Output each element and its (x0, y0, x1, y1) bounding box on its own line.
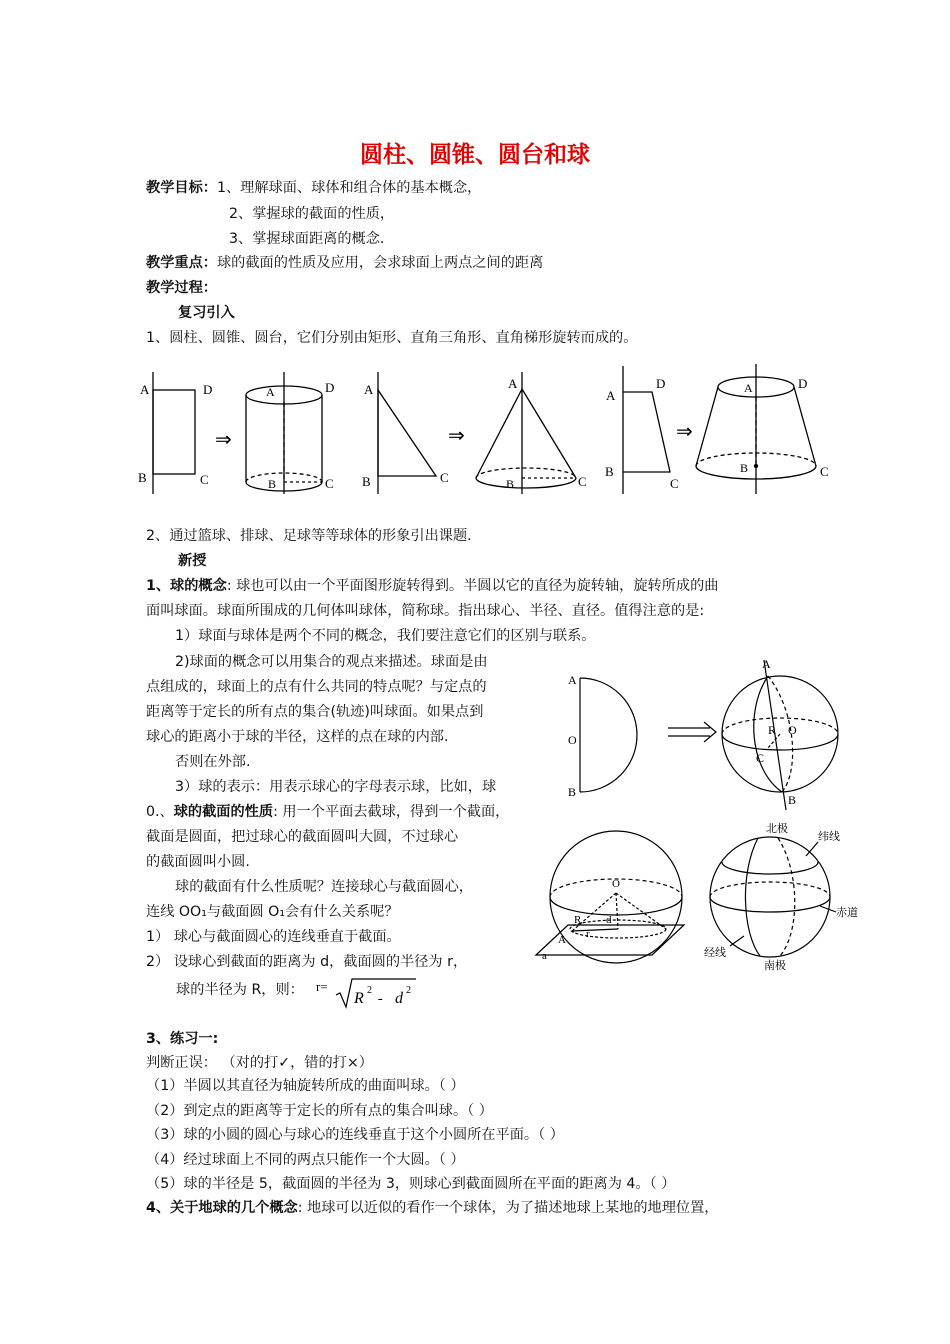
question-text: 球的截面有什么性质呢？连接球心与截面圆心， (175, 879, 473, 895)
property-3: 球的半径为 R，则： (176, 982, 304, 998)
property-1: 1） 球心与截面圆心的连线垂直于截面。 (146, 929, 401, 945)
label-D: D (203, 382, 213, 397)
double-arrow-icon (668, 722, 716, 742)
label-A: A (606, 388, 616, 403)
section-prefix: 0.、 (146, 804, 174, 820)
formula-exp: 2 (367, 985, 372, 996)
label-R: R (574, 914, 582, 926)
review-heading: 复习引入 (178, 305, 235, 321)
label-r: r (586, 928, 590, 940)
formula-exp: 2 (406, 985, 411, 996)
question-text: 连线 OO₁与截面圆 O₁会有什么关系呢？ (146, 904, 399, 920)
exercise-item: （3）球的小圆的圆心与球心的连线垂直于这个小圆所在平面。（ ） (146, 1127, 564, 1143)
cylinder-figure (246, 372, 334, 494)
label-C: C (820, 464, 829, 479)
south-pole-label: 南极 (764, 960, 786, 972)
label-B: B (740, 461, 749, 475)
arrow-icon: ⇒ (676, 421, 693, 443)
key-text: 球的截面的性质及应用，会求球面上两点之间的距离 (216, 255, 544, 271)
label-O: O (568, 733, 577, 747)
formula-d: d (395, 990, 403, 1007)
new-lesson-heading: 新授 (178, 553, 207, 569)
label-B: B (362, 474, 371, 489)
section-text: 的截面圆叫小圆. (146, 854, 250, 870)
label-C: C (578, 474, 587, 489)
label-A: A (762, 657, 771, 671)
goal-item: 1、理解球面、球体和组合体的基本概念， (216, 180, 482, 196)
review-paragraph: 1、圆柱、圆锥、圆台，它们分别由矩形、直角三角形、直角梯形旋转而成的。 (146, 330, 638, 346)
note-3: 3）球的表示：用表示球心的字母表示球，比如，球 (175, 779, 497, 795)
rotation-figures (130, 362, 850, 502)
exercise-item: （4）经过球面上不同的两点只能作一个大圆。（ ） (146, 1152, 465, 1168)
concept-text: 面叫球面。球面所围成的几何体叫球体，简称球。指出球心、半径、直径。值得注意的是: (146, 603, 705, 619)
goals-label: 教学目标： (146, 180, 217, 196)
concept-line (146, 576, 718, 596)
north-pole-label: 北极 (766, 823, 788, 835)
formula-minus: - (374, 991, 387, 1007)
label-B: B (138, 470, 147, 485)
page-title: 圆柱、圆锥、圆台和球 (360, 142, 590, 168)
earth-text: : 地球可以近似的看作一个球体，为了描述地球上某地的地理位置， (297, 1200, 719, 1216)
note-2: 距离等于定长的所有点的集合(轨迹)叫球面。如果点到 (146, 704, 484, 720)
concept-text: : 球也可以由一个平面图形旋转得到。半圆以它的直径为旋转轴，旋转所成的曲 (226, 578, 719, 594)
property-2: 2） 设球心到截面的距离为 d，截面圆的半径为 r， (146, 954, 468, 970)
process-label: 教学过程： (146, 280, 217, 296)
concept-label: 1、球的概念 (146, 578, 227, 594)
note-2: 否则在外部. (175, 754, 251, 770)
label-d: d (606, 914, 612, 926)
longitude-label: 经线 (704, 947, 726, 959)
goal-item: 3、掌握球面距离的概念. (229, 231, 385, 247)
triangle-figure (362, 372, 449, 494)
key-line (146, 253, 543, 273)
frustum-figure (696, 364, 829, 494)
earth-line (146, 1198, 718, 1218)
note-1: 1）球面与球体是两个不同的概念，我们要注意它们的区别与联系。 (175, 628, 596, 644)
label-A: A (558, 934, 566, 946)
note-2: 球心的距离小于球的半径，这样的点在球的内部. (146, 729, 449, 745)
rectangle-figure (138, 372, 212, 494)
exercise-item: （5）球的半径是 5，截面圆的半径为 3，则球心到截面圆所在平面的距离为 4。（ ） (146, 1176, 676, 1192)
label-D: D (798, 376, 808, 391)
trapezoid-figure (605, 366, 679, 494)
label-A: A (266, 385, 275, 399)
note-2: 点组成的，球面上的点有什么共同的特点呢？与定点的 (146, 679, 487, 695)
key-label: 教学重点： (146, 255, 217, 271)
label-A: A (568, 673, 577, 687)
goals-line-1 (146, 178, 481, 198)
label-A: A (508, 376, 518, 391)
label-O: O (788, 723, 797, 737)
note-2: 2)球面的概念可以用集合的观点来描述。球面是由 (175, 654, 488, 670)
section-line (146, 802, 509, 822)
label-B: B (268, 477, 277, 491)
latitude-label: 纬线 (818, 831, 840, 843)
label-B: B (568, 785, 577, 799)
goal-item: 2、掌握球的截面的性质， (229, 206, 395, 222)
sphere-rotation-figure (560, 650, 850, 820)
label-D: D (325, 380, 335, 395)
equator-label: 赤道 (836, 907, 858, 919)
label-C: C (670, 476, 679, 491)
label-B: B (605, 464, 614, 479)
label-B: B (506, 477, 515, 491)
arrow-icon: ⇒ (448, 425, 465, 447)
arrow-icon: ⇒ (215, 429, 232, 451)
formula (316, 973, 426, 1011)
label-C: C (440, 470, 449, 485)
cone-figure (476, 372, 587, 494)
earth-label: 4、关于地球的几个概念 (146, 1200, 298, 1216)
section-text: : 用一个平面去截球，得到一个截面， (273, 804, 510, 820)
label-A: A (744, 381, 753, 395)
review-paragraph: 2、通过篮球、排球、足球等等球体的形象引出课题. (146, 528, 472, 544)
label-A: A (140, 382, 150, 397)
exercise-item: （2）到定点的距离等于定长的所有点的集合叫球。（ ） (146, 1103, 493, 1119)
earth-figure (700, 822, 860, 972)
section-label: 球的截面的性质 (173, 804, 274, 820)
label-C: C (325, 476, 334, 491)
formula-lhs: r= (316, 979, 328, 994)
exercise-heading: 3、练习一: (146, 1031, 219, 1047)
exercise-item: （1）半圆以其直径为轴旋转所成的曲面叫球。（ ） (146, 1078, 465, 1094)
formula-R: R (354, 990, 364, 1007)
label-O: O (612, 878, 620, 890)
label-C: C (200, 472, 209, 487)
label-A: A (364, 382, 374, 397)
label-R: R (768, 723, 777, 737)
label-C: C (756, 751, 765, 765)
label-a: a (542, 950, 547, 962)
section-text: 截面是圆面，把过球心的截面圆叫大圆，不过球心 (146, 829, 459, 845)
label-D: D (656, 376, 666, 391)
exercise-intro: 判断正误： （对的打✓，错的打×） (146, 1055, 373, 1071)
label-B: B (788, 793, 797, 807)
sphere-section-figure (528, 825, 698, 975)
